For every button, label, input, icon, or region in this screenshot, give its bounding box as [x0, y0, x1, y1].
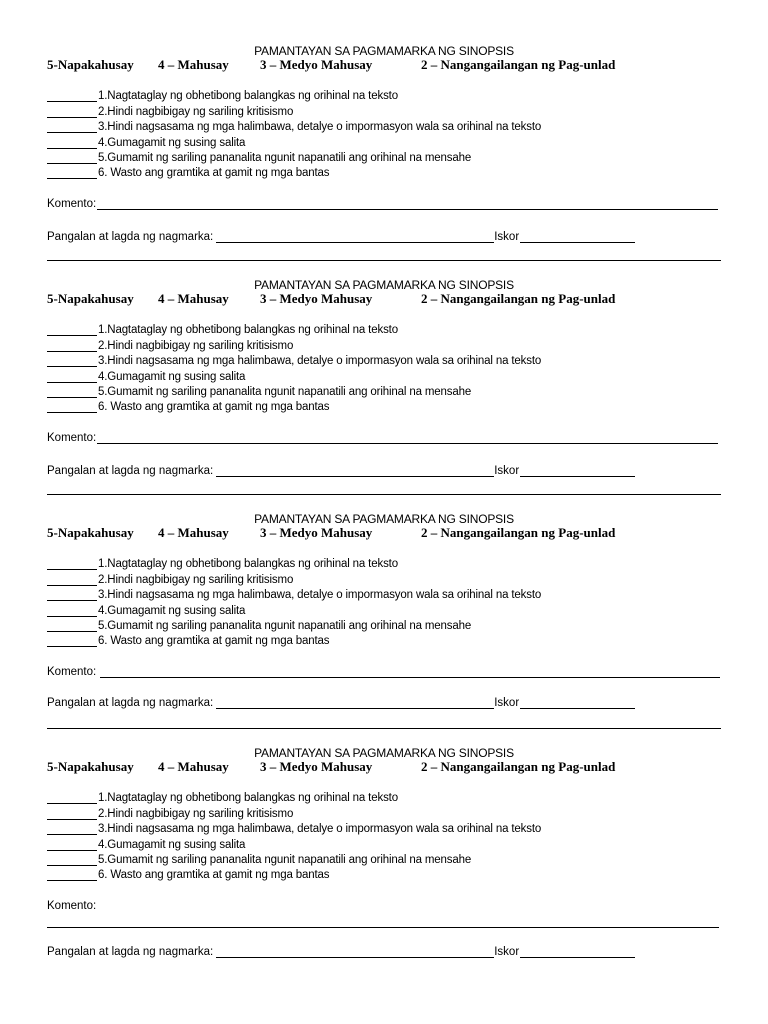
score-label: Iskor	[494, 465, 520, 477]
scale-level-3: 3 – Medyo Mahusay	[260, 291, 373, 306]
score-blank[interactable]	[47, 589, 97, 601]
score-blank[interactable]	[47, 386, 97, 398]
criterion-text: 2.Hindi nagbibigay ng sariling kritisismo	[98, 105, 294, 118]
scale-level-4: 4 – Mahusay	[158, 525, 229, 540]
scale-level-2: 2 – Nangangailangan ng Pag-unlad	[421, 525, 616, 540]
score-blank[interactable]	[47, 605, 97, 617]
criterion-text: 5.Gumamit ng sariling pananalita ngunit napanatili ang orihinal na mensahe	[98, 619, 472, 632]
criterion-text: 3.Hindi nagsasama ng mga halimbawa, detalye o impormasyon wala sa orihinal na teksto	[98, 121, 542, 134]
signature-label: Pangalan at lagda ng nagmarka:	[47, 697, 214, 709]
criterion-item	[47, 602, 541, 617]
score-blank[interactable]	[47, 106, 97, 118]
signature-row	[47, 946, 635, 959]
score-blank[interactable]	[47, 574, 97, 586]
criterion-text: 4.Gumagamit ng susing salita	[98, 370, 246, 383]
scale-level-2: 2 – Nangangailangan ng Pag-unlad	[421, 291, 616, 306]
criterion-item	[47, 556, 541, 571]
komento-field[interactable]	[97, 432, 718, 444]
komento-label: Komento:	[47, 432, 97, 444]
section-divider	[47, 494, 721, 495]
score-blank[interactable]	[47, 808, 97, 820]
criterion-item	[47, 399, 541, 414]
scale-level-4: 4 – Mahusay	[158, 291, 229, 306]
criterion-text: 4.Gumagamit ng susing salita	[98, 838, 246, 851]
criterion-text: 5.Gumamit ng sariling pananalita ngunit napanatili ang orihinal na mensahe	[98, 385, 472, 398]
criterion-item	[47, 322, 541, 337]
scale-level-3: 3 – Medyo Mahusay	[260, 525, 373, 540]
criterion-item	[47, 821, 541, 836]
score-blank[interactable]	[47, 635, 97, 647]
score-blank[interactable]	[47, 371, 97, 383]
komento-row	[47, 432, 718, 445]
criterion-text: 1.Nagtataglay ng obhetibong balangkas ng orihinal na teksto	[98, 90, 398, 103]
criterion-item	[47, 88, 541, 103]
rubric-title: PAMANTAYAN SA PAGMAMARKA NG SINOPSIS	[254, 746, 514, 760]
signature-label: Pangalan at lagda ng nagmarka:	[47, 465, 214, 477]
score-blank[interactable]	[47, 558, 97, 570]
score-blank[interactable]	[47, 121, 97, 133]
score-label: Iskor	[494, 231, 520, 243]
scale-level-3: 3 – Medyo Mahusay	[260, 57, 373, 72]
komento-label: Komento:	[47, 900, 97, 912]
signature-label: Pangalan at lagda ng nagmarka:	[47, 946, 214, 958]
criterion-item	[47, 150, 541, 165]
criterion-item	[47, 368, 541, 383]
criterion-item	[47, 103, 541, 118]
criterion-text: 3.Hindi nagsasama ng mga halimbawa, detalye o impormasyon wala sa orihinal na teksto	[98, 589, 542, 602]
criteria-list	[47, 322, 541, 414]
criterion-item	[47, 633, 541, 648]
criterion-item	[47, 165, 541, 180]
criterion-item	[47, 119, 541, 134]
score-blank[interactable]	[47, 355, 97, 367]
scale-level-5: 5-Napakahusay	[47, 525, 134, 540]
criterion-text: 1.Nagtataglay ng obhetibong balangkas ng orihinal na teksto	[98, 792, 398, 805]
komento-row	[47, 666, 720, 679]
komento-row	[47, 900, 96, 913]
criterion-item	[47, 337, 541, 352]
criterion-text: 4.Gumagamit ng susing salita	[98, 604, 246, 617]
signature-field[interactable]	[216, 231, 494, 243]
score-blank[interactable]	[47, 324, 97, 336]
criterion-item	[47, 353, 541, 368]
rubric-title: PAMANTAYAN SA PAGMAMARKA NG SINOPSIS	[254, 44, 514, 58]
signature-field[interactable]	[216, 697, 494, 709]
criterion-text: 6. Wasto ang gramtika at gamit ng mga bantas	[98, 167, 330, 180]
scale-level-4: 4 – Mahusay	[158, 57, 229, 72]
criterion-text: 1.Nagtataglay ng obhetibong balangkas ng orihinal na teksto	[98, 558, 398, 571]
section-divider	[47, 728, 721, 729]
criterion-text: 3.Hindi nagsasama ng mga halimbawa, detalye o impormasyon wala sa orihinal na teksto	[98, 823, 542, 836]
criterion-text: 6. Wasto ang gramtika at gamit ng mga bantas	[98, 635, 330, 648]
score-field[interactable]	[520, 465, 635, 477]
criterion-item	[47, 134, 541, 149]
criterion-item	[47, 805, 541, 820]
signature-field[interactable]	[216, 465, 494, 477]
score-blank[interactable]	[47, 137, 97, 149]
criterion-text: 5.Gumamit ng sariling pananalita ngunit napanatili ang orihinal na mensahe	[98, 853, 472, 866]
scale-level-5: 5-Napakahusay	[47, 291, 134, 306]
score-blank[interactable]	[47, 401, 97, 413]
criterion-text: 2.Hindi nagbibigay ng sariling kritisismo	[98, 573, 294, 586]
score-blank[interactable]	[47, 839, 97, 851]
criterion-item	[47, 790, 541, 805]
komento-field[interactable]	[47, 927, 719, 928]
criterion-text: 6. Wasto ang gramtika at gamit ng mga bantas	[98, 869, 330, 882]
rubric-title: PAMANTAYAN SA PAGMAMARKA NG SINOPSIS	[254, 512, 514, 526]
scale-level-4: 4 – Mahusay	[158, 759, 229, 774]
score-blank[interactable]	[47, 90, 97, 102]
criterion-text: 6. Wasto ang gramtika at gamit ng mga bantas	[98, 401, 330, 414]
komento-label: Komento:	[47, 666, 97, 678]
score-blank[interactable]	[47, 823, 97, 835]
komento-label: Komento:	[47, 198, 97, 210]
komento-row	[47, 198, 718, 211]
criterion-text: 4.Gumagamit ng susing salita	[98, 136, 246, 149]
criterion-item	[47, 618, 541, 633]
criteria-list	[47, 790, 541, 882]
criterion-text: 5.Gumamit ng sariling pananalita ngunit napanatili ang orihinal na mensahe	[98, 151, 472, 164]
score-blank[interactable]	[47, 340, 97, 352]
score-blank[interactable]	[47, 792, 97, 804]
scale-level-5: 5-Napakahusay	[47, 759, 134, 774]
scale-level-2: 2 – Nangangailangan ng Pag-unlad	[421, 57, 616, 72]
criteria-list	[47, 556, 541, 648]
criteria-list	[47, 88, 541, 180]
criterion-item	[47, 587, 541, 602]
score-label: Iskor	[494, 697, 520, 709]
score-field[interactable]	[520, 946, 635, 958]
rubric-title: PAMANTAYAN SA PAGMAMARKA NG SINOPSIS	[254, 278, 514, 292]
signature-row	[47, 697, 635, 710]
criterion-item	[47, 836, 541, 851]
criterion-item	[47, 852, 541, 867]
criterion-item	[47, 384, 541, 399]
criterion-text: 2.Hindi nagbibigay ng sariling kritisismo	[98, 339, 294, 352]
komento-field[interactable]	[100, 666, 720, 678]
signature-row	[47, 465, 635, 478]
scale-level-3: 3 – Medyo Mahusay	[260, 759, 373, 774]
score-label: Iskor	[494, 946, 520, 958]
score-blank[interactable]	[47, 620, 97, 632]
komento-field[interactable]	[97, 198, 718, 210]
criterion-item	[47, 867, 541, 882]
score-blank[interactable]	[47, 869, 97, 881]
criterion-text: 1.Nagtataglay ng obhetibong balangkas ng orihinal na teksto	[98, 324, 398, 337]
signature-field[interactable]	[216, 946, 494, 958]
section-divider	[47, 260, 721, 261]
criterion-item	[47, 571, 541, 586]
score-field[interactable]	[520, 697, 635, 709]
scale-level-2: 2 – Nangangailangan ng Pag-unlad	[421, 759, 616, 774]
score-blank[interactable]	[47, 854, 97, 866]
criterion-text: 3.Hindi nagsasama ng mga halimbawa, detalye o impormasyon wala sa orihinal na teksto	[98, 355, 542, 368]
score-blank[interactable]	[47, 167, 97, 179]
score-blank[interactable]	[47, 152, 97, 164]
signature-label: Pangalan at lagda ng nagmarka:	[47, 231, 214, 243]
criterion-text: 2.Hindi nagbibigay ng sariling kritisismo	[98, 807, 294, 820]
scale-level-5: 5-Napakahusay	[47, 57, 134, 72]
score-field[interactable]	[520, 231, 635, 243]
signature-row	[47, 231, 635, 244]
